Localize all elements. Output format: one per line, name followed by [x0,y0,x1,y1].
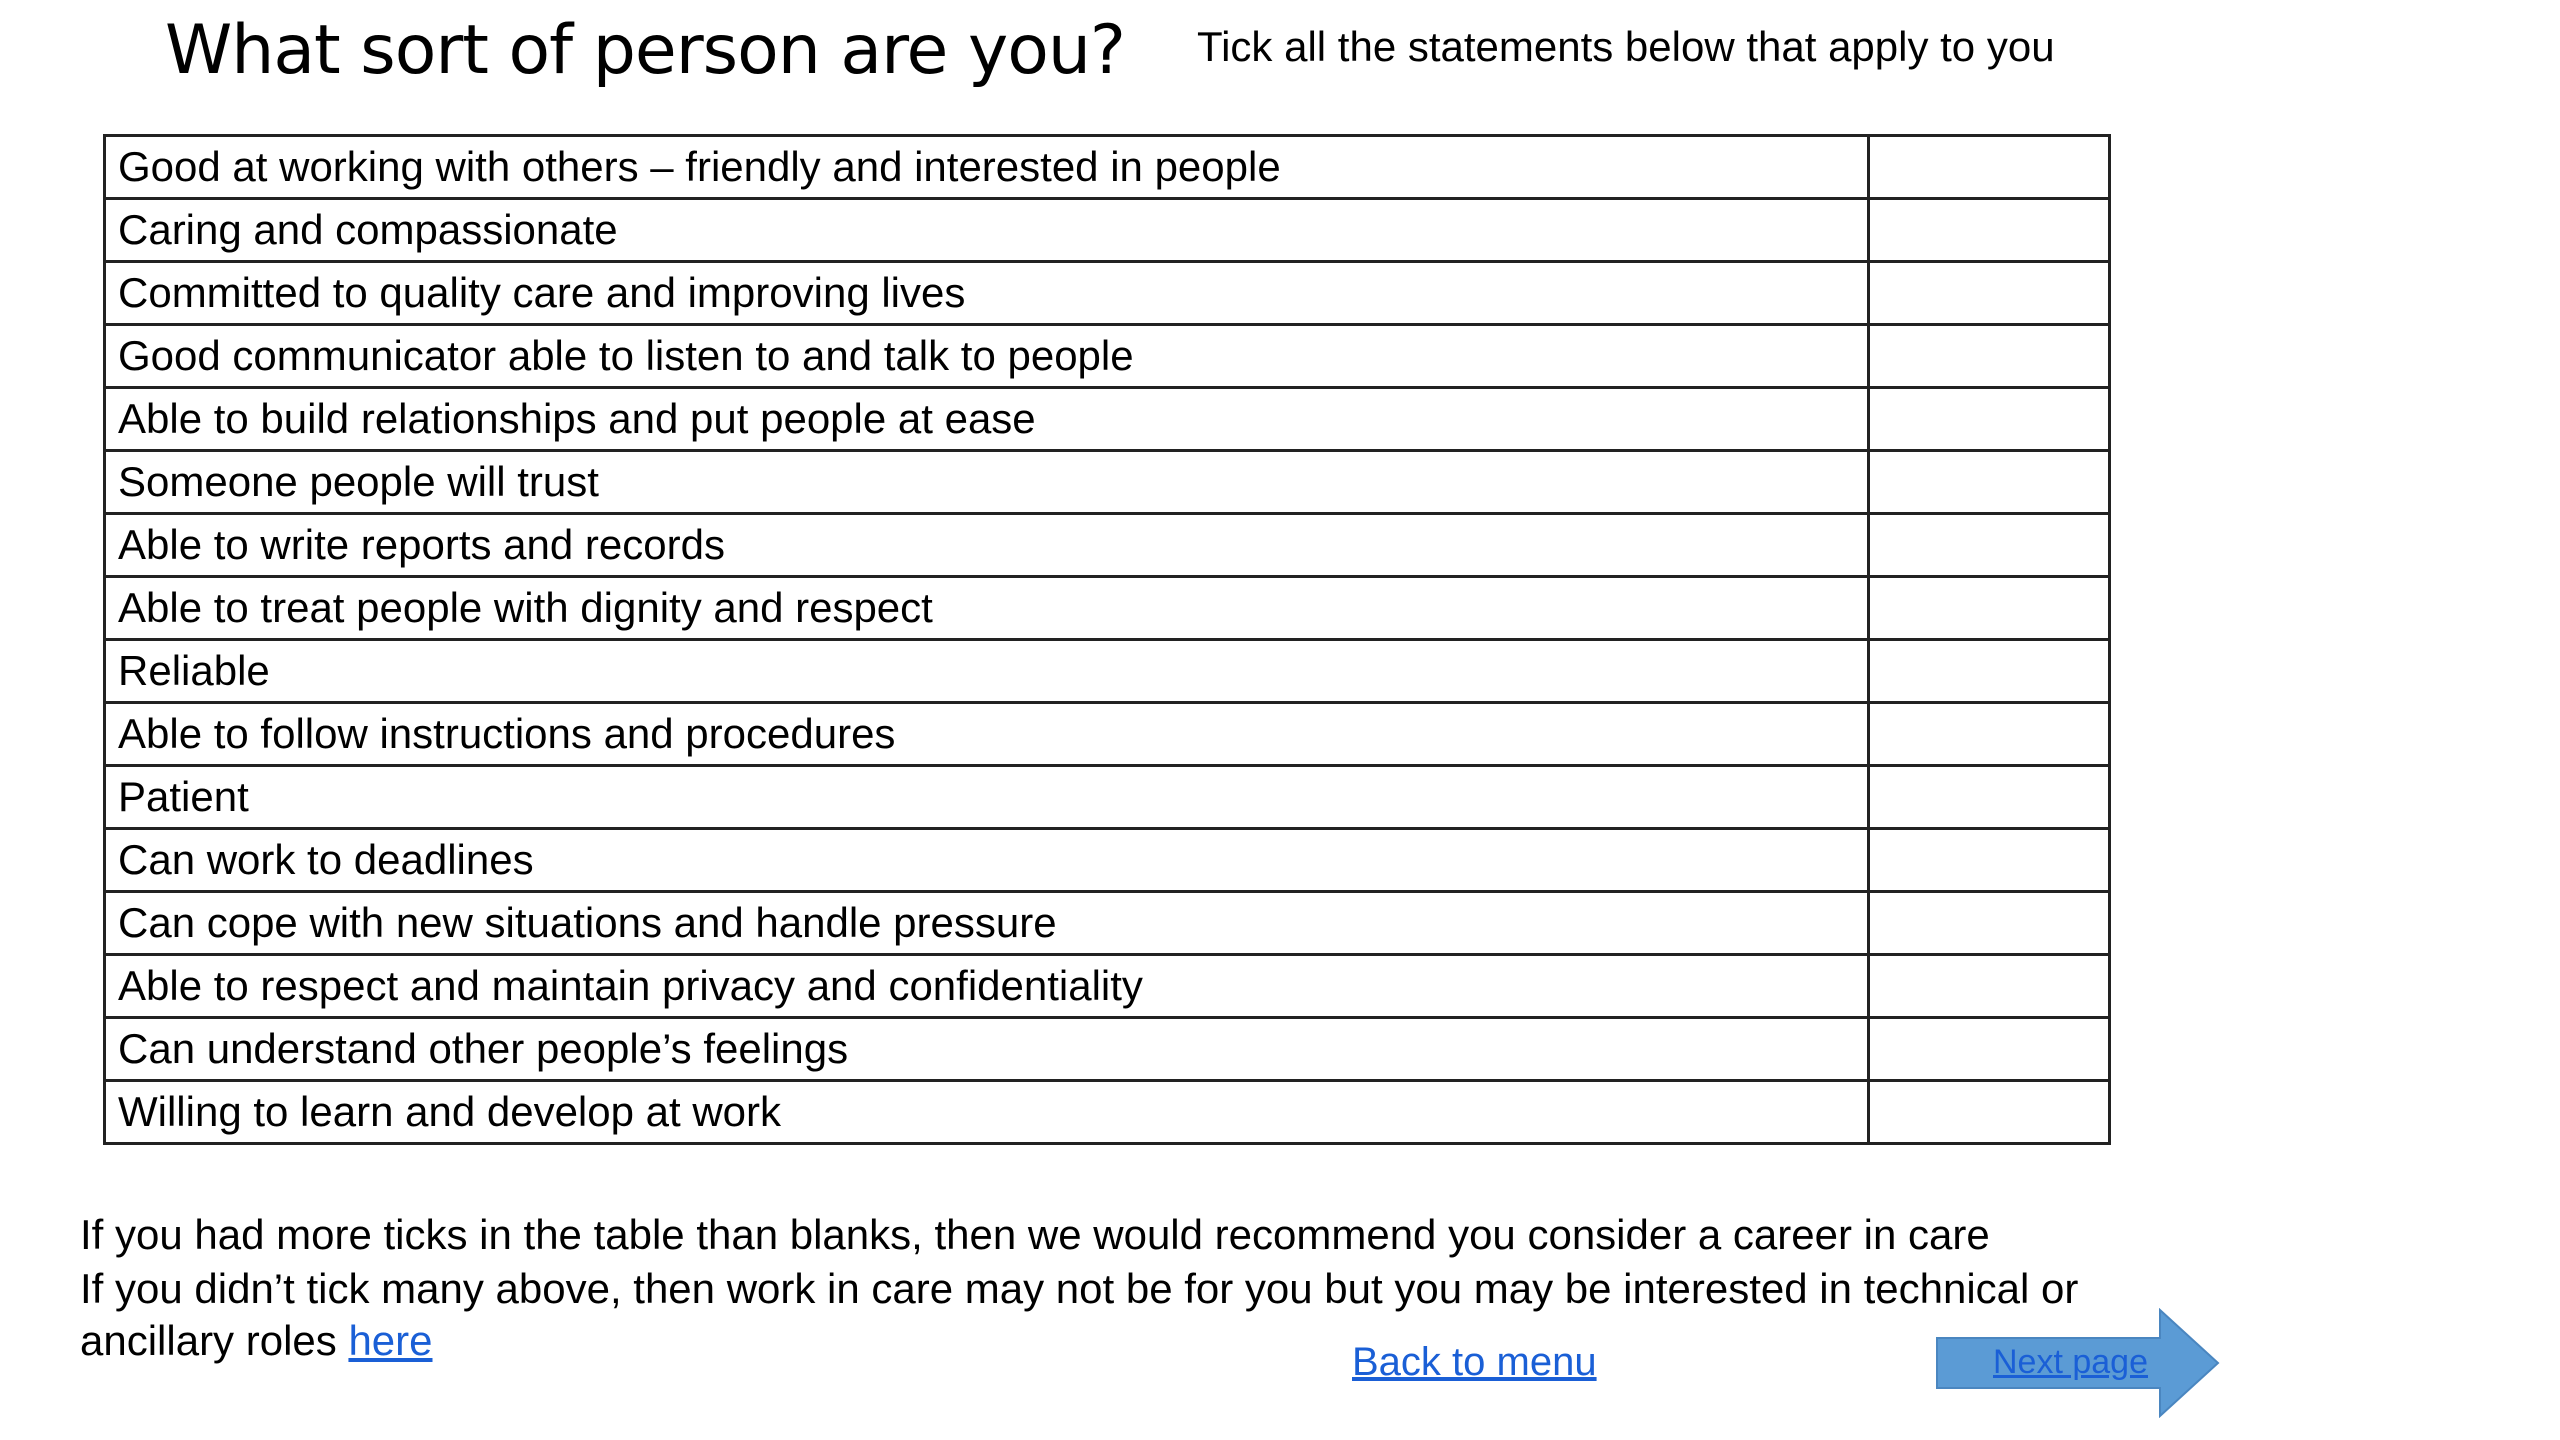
next-page-button[interactable] [1935,1308,2220,1418]
page-title: What sort of person are you? [165,11,1126,90]
tick-box[interactable] [1869,388,2110,451]
statement-row [105,766,2110,829]
tick-box[interactable] [1869,577,2110,640]
statement-text: Able to respect and maintain privacy and confidentiality [105,955,1869,1018]
tick-box[interactable] [1869,325,2110,388]
tick-box[interactable] [1869,1081,2110,1144]
statement-text: Can work to deadlines [105,829,1869,892]
statement-row [105,892,2110,955]
statement-row [105,703,2110,766]
statement-row [105,514,2110,577]
statement-text: Able to build relationships and put people at ease [105,388,1869,451]
statement-text: Can understand other people’s feelings [105,1018,1869,1081]
back-to-menu-link[interactable]: Back to menu [1352,1340,1597,1384]
instruction-text: Tick all the statements below that apply to you [1197,23,2055,70]
statement-row [105,325,2110,388]
statement-text: Caring and compassionate [105,199,1869,262]
recommendation-text: If you had more ticks in the table than blanks, then we would recommend you consider a career in care [80,1211,1990,1258]
statement-row [105,451,2110,514]
tick-box[interactable] [1869,136,2110,199]
statement-row [105,199,2110,262]
statement-row [105,1081,2110,1144]
statement-text: Can cope with new situations and handle pressure [105,892,1869,955]
next-page-label[interactable]: Next page [1993,1343,2148,1381]
statement-row [105,955,2110,1018]
statement-row [105,136,2110,199]
statement-text: Patient [105,766,1869,829]
tick-box[interactable] [1869,766,2110,829]
statement-text: Committed to quality care and improving lives [105,262,1869,325]
statement-row [105,388,2110,451]
tick-box[interactable] [1869,640,2110,703]
ancillary-roles-text: ancillary roles [80,1317,349,1364]
statement-text: Willing to learn and develop at work [105,1081,1869,1144]
tick-box[interactable] [1869,262,2110,325]
statements-table [103,134,2111,1145]
alternative-text-continued [80,1316,433,1366]
tick-box[interactable] [1869,955,2110,1018]
statement-text: Able to write reports and records [105,514,1869,577]
statement-row [105,640,2110,703]
tick-box[interactable] [1869,1018,2110,1081]
alternative-text: If you didn’t tick many above, then work in care may not be for you but you may be interested in technical or [80,1265,2079,1312]
tick-box[interactable] [1869,514,2110,577]
statement-row [105,1018,2110,1081]
statement-text: Good at working with others – friendly and interested in people [105,136,1869,199]
statement-text: Able to follow instructions and procedures [105,703,1869,766]
statement-row [105,577,2110,640]
tick-box[interactable] [1869,199,2110,262]
statement-text: Someone people will trust [105,451,1869,514]
statement-text: Good communicator able to listen to and talk to people [105,325,1869,388]
tick-box[interactable] [1869,829,2110,892]
statement-row [105,262,2110,325]
tick-box[interactable] [1869,892,2110,955]
statement-text: Reliable [105,640,1869,703]
statement-row [105,829,2110,892]
tick-box[interactable] [1869,451,2110,514]
here-link[interactable]: here [348,1317,433,1364]
tick-box[interactable] [1869,703,2110,766]
statement-text: Able to treat people with dignity and respect [105,577,1869,640]
